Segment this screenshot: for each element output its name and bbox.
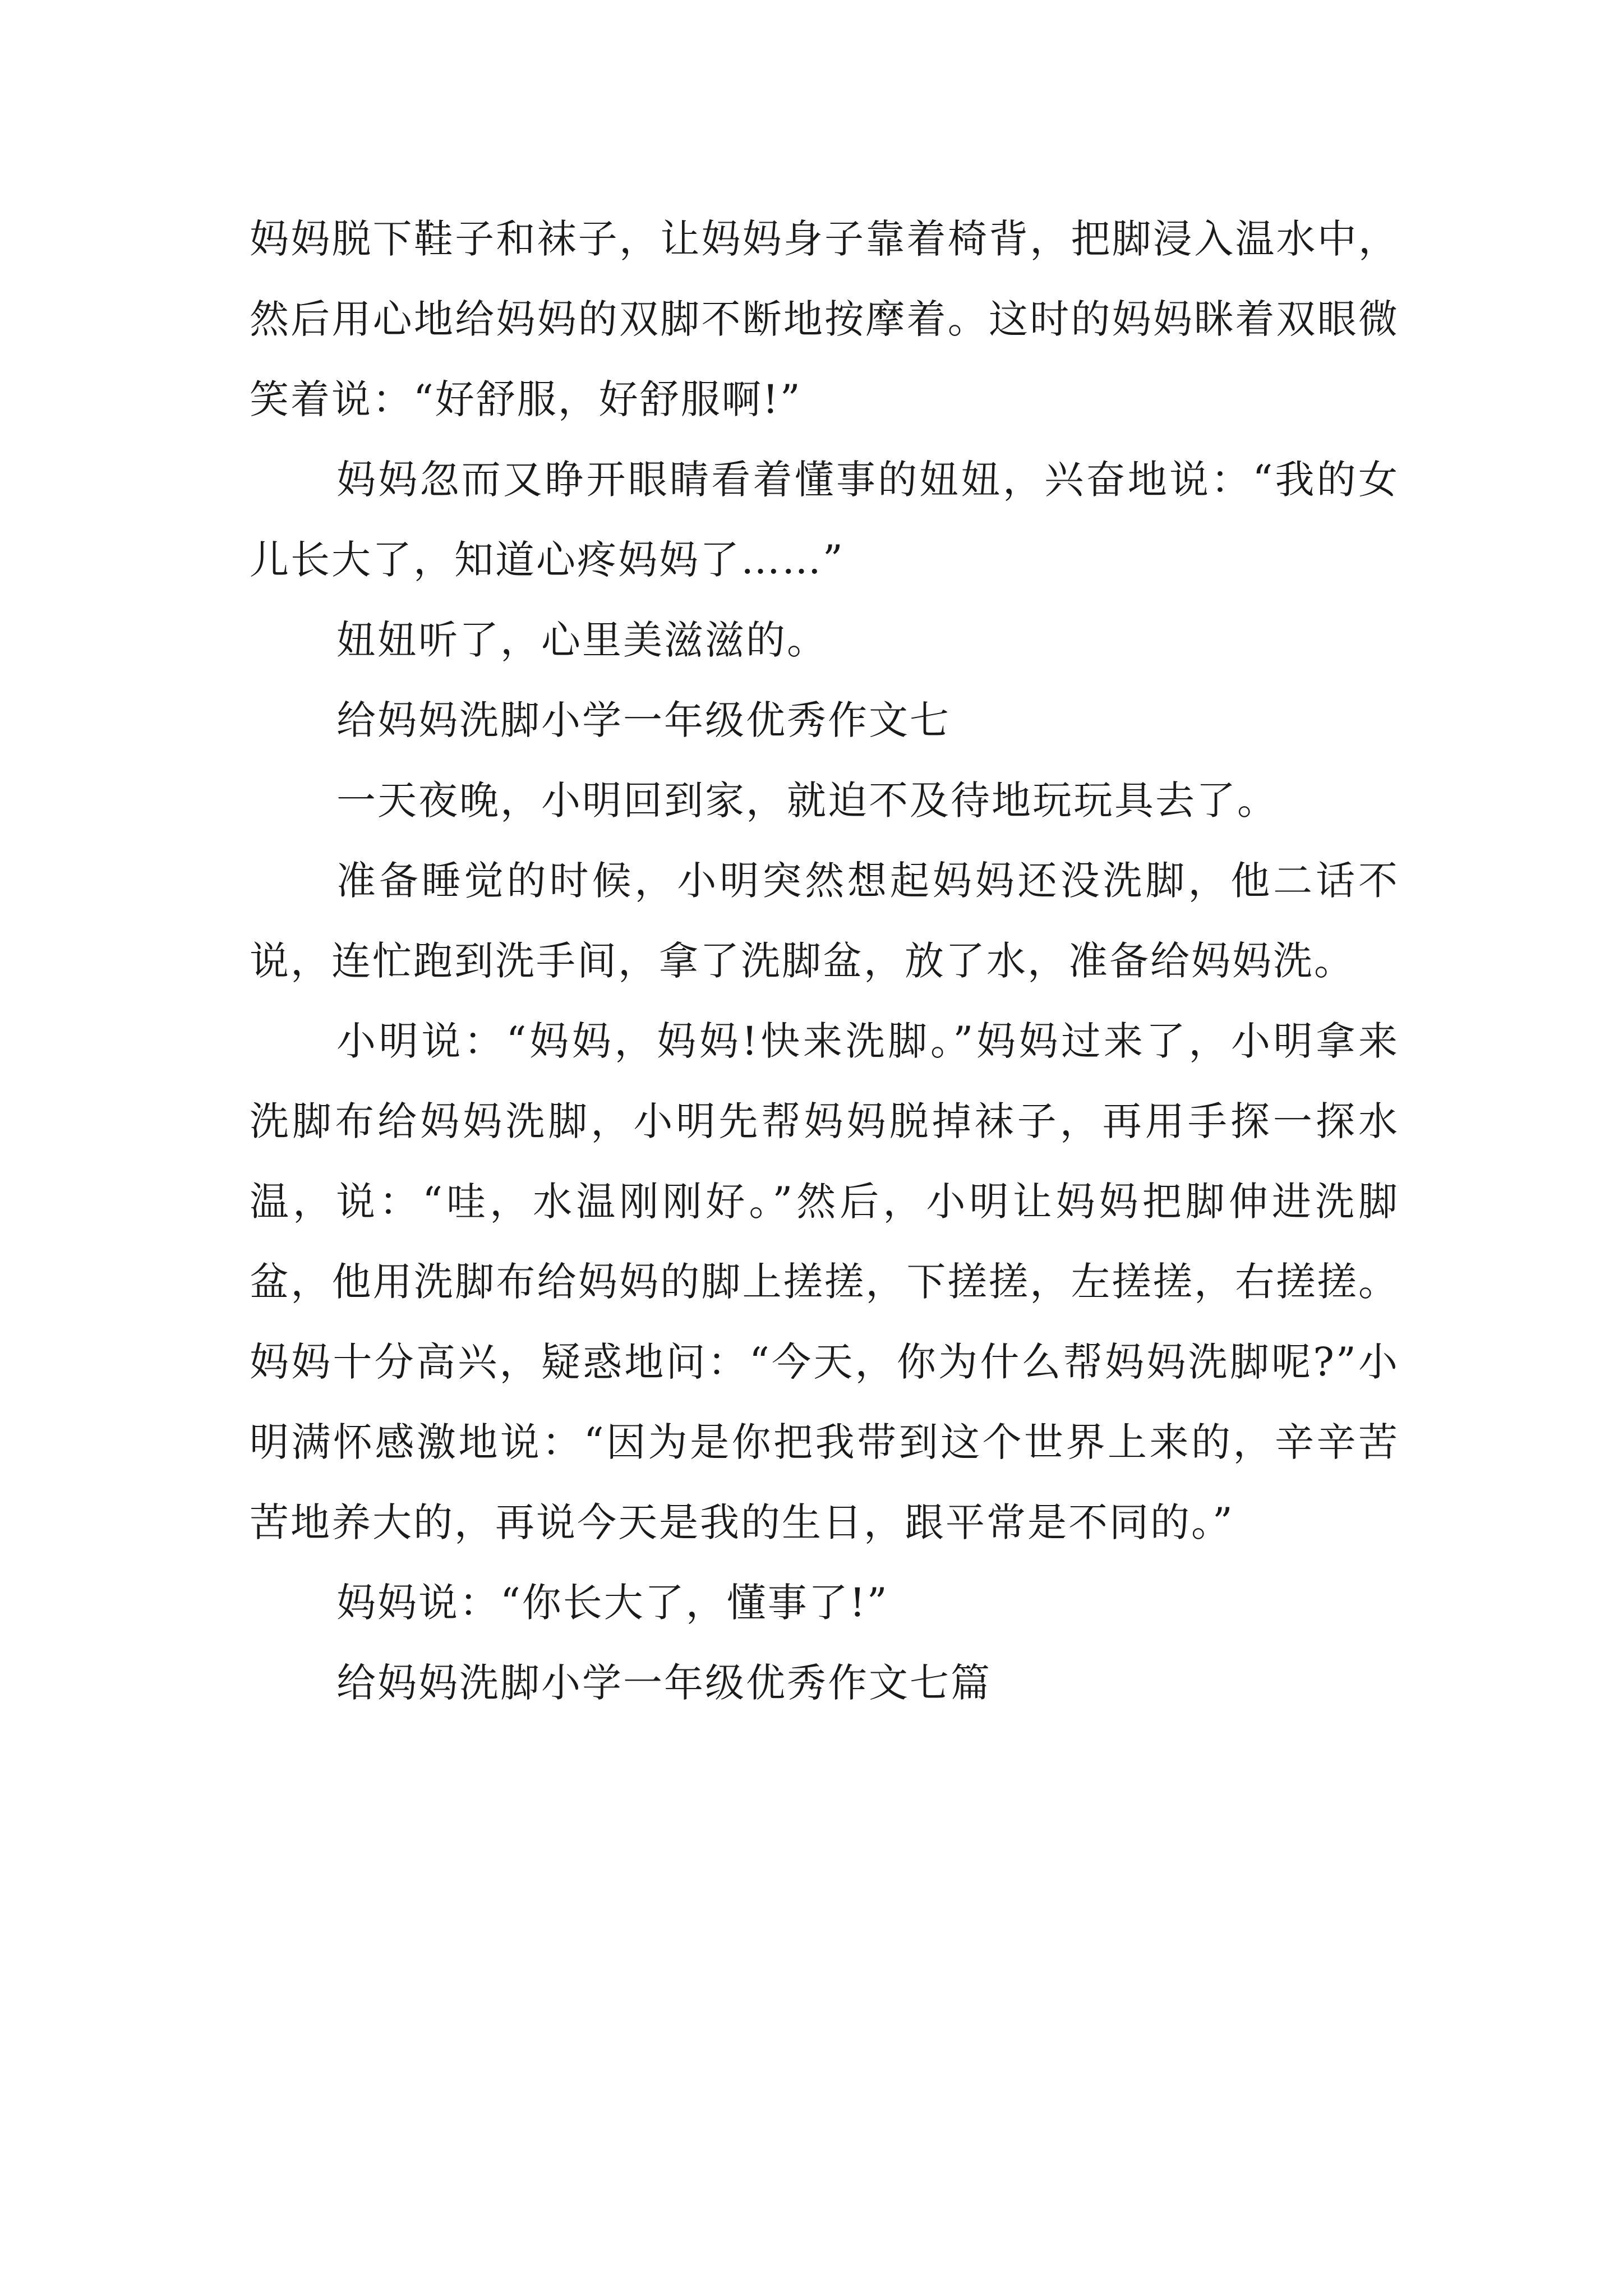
paragraph: 准备睡觉的时候，小明突然想起妈妈还没洗脚，他二话不说，连忙跑到洗手间，拿了洗脚盆，放了水，准备给妈妈洗。 (250, 858, 1399, 984)
paragraph: 妈妈忽而又睁开眼睛看着懂事的妞妞，兴奋地说：“我的女儿长大了，知道心疼妈妈了……” (250, 457, 1399, 583)
paragraph: 妈妈说：“你长大了，懂事了!” (336, 1580, 889, 1626)
paragraph: 妞妞听了，心里美滋滋的。 (336, 617, 828, 663)
article-body (250, 199, 1399, 1723)
closing-title: 给妈妈洗脚小学一年级优秀作文七篇 (336, 1660, 992, 1706)
section-heading: 给妈妈洗脚小学一年级优秀作文七 (336, 697, 951, 743)
paragraph: 妈妈脱下鞋子和袜子，让妈妈身子靠着椅背，把脚浸入温水中，然后用心地给妈妈的双脚不断地按摩着。这时的妈妈眯着双眼微笑着说：“好舒服，好舒服啊!” (250, 216, 1399, 422)
paragraph: 一天夜晚，小明回到家，就迫不及待地玩玩具去了。 (336, 777, 1278, 823)
paragraph: 小明说：“妈妈，妈妈!快来洗脚。”妈妈过来了，小明拿来洗脚布给妈妈洗脚，小明先帮妈妈脱掉袜子，再用手探一探水温，说：“哇，水温刚刚好。”然后，小明让妈妈把脚伸进洗脚盆，他用洗脚布给妈妈的脚上搓搓，下搓搓，左搓搓，右搓搓。妈妈十分高兴，疑惑地问：“今天，你为什么帮妈妈洗脚呢?”小明满怀感激地说：“因为是你把我带到这个世界上来的，辛辛苦苦地养大的，再说今天是我的生日，跟平常是不同的。” (250, 1018, 1399, 1545)
